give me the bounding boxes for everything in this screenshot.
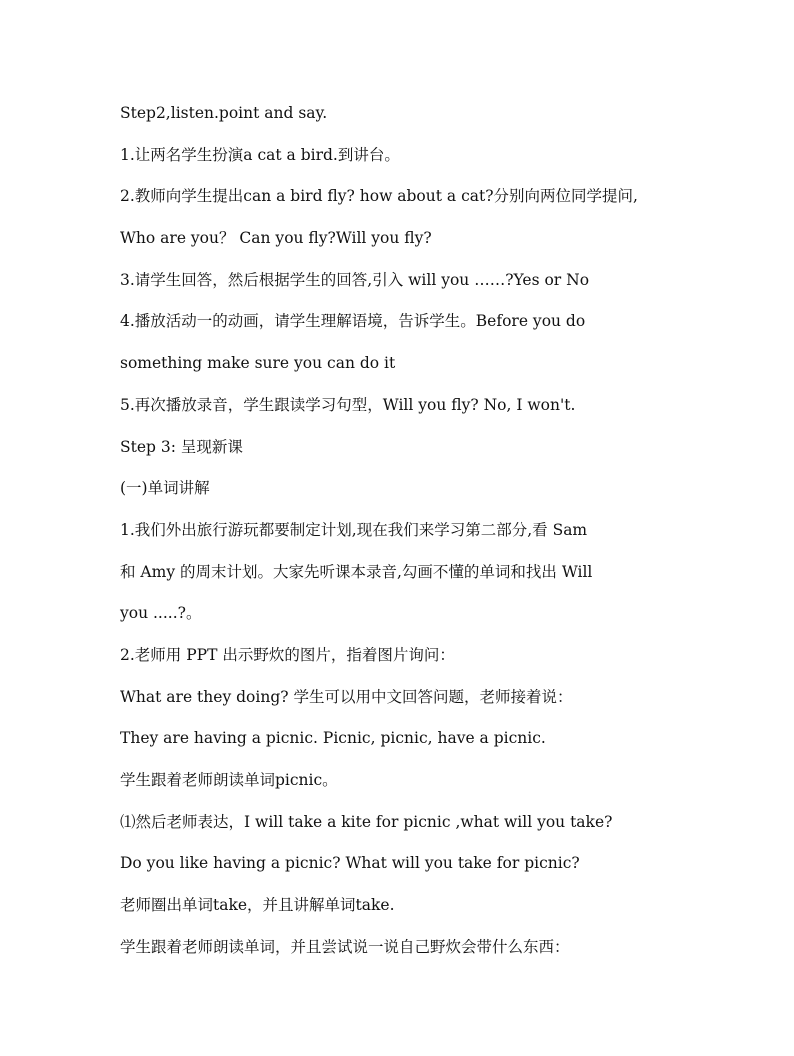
text-line: 5.再次播放录音，学生跟读学习句型，Will you fly? No, I won't.: [120, 395, 576, 414]
text-line: 4.播放活动一的动画，请学生理解语境，告诉学生。Before you do: [120, 312, 586, 331]
text-line: Step2,listen.point and say.: [120, 104, 328, 122]
text-line: something make sure you can do it: [120, 354, 396, 373]
text-line: you .....?。: [120, 604, 202, 623]
text-line: 1.让两名学生扮演a cat a bird.到讲台。: [120, 145, 400, 164]
text-line: 学生跟着老师朗读单词picnic。: [120, 771, 338, 789]
section-heading: Step 3: 呈现新课: [120, 437, 243, 456]
subsection-heading: (一)单词讲解: [120, 479, 210, 498]
text-line: 2.老师用 PPT 出示野炊的图片，指着图片询问：: [120, 645, 455, 664]
text-line: 1.我们外出旅行游玩都要制定计划,现在我们来学习第二部分,看 Sam: [120, 520, 588, 539]
text-line: 2.教师向学生提出can a bird fly? how about a cat?分别向两位同学提问,: [120, 187, 638, 206]
document-body: [120, 98, 700, 973]
text-line: 学生跟着老师朗读单词，并且尝试说一说自己野炊会带什么东西：: [120, 937, 570, 956]
text-line: 老师圈出单词take，并且讲解单词take.: [120, 896, 395, 915]
text-line: 和 Amy 的周末计划。大家先听课本录音,勾画不懂的单词和找出 Will: [120, 562, 593, 581]
text-line: Do you like having a picnic? What will you take for picnic?: [120, 854, 580, 873]
text-line: Who are you？ Can you fly?Will you fly?: [120, 229, 432, 248]
text-line: 3.请学生回答，然后根据学生的回答,引入 will you ……?Yes or No: [120, 270, 590, 289]
text-line: They are having a picnic. Picnic, picnic, have a picnic.: [120, 729, 546, 748]
text-line: What are they doing? 学生可以用中文回答问题，老师接着说：: [120, 687, 573, 706]
text-line: ⑴然后老师表达，I will take a kite for picnic ,what will you take?: [120, 812, 613, 831]
